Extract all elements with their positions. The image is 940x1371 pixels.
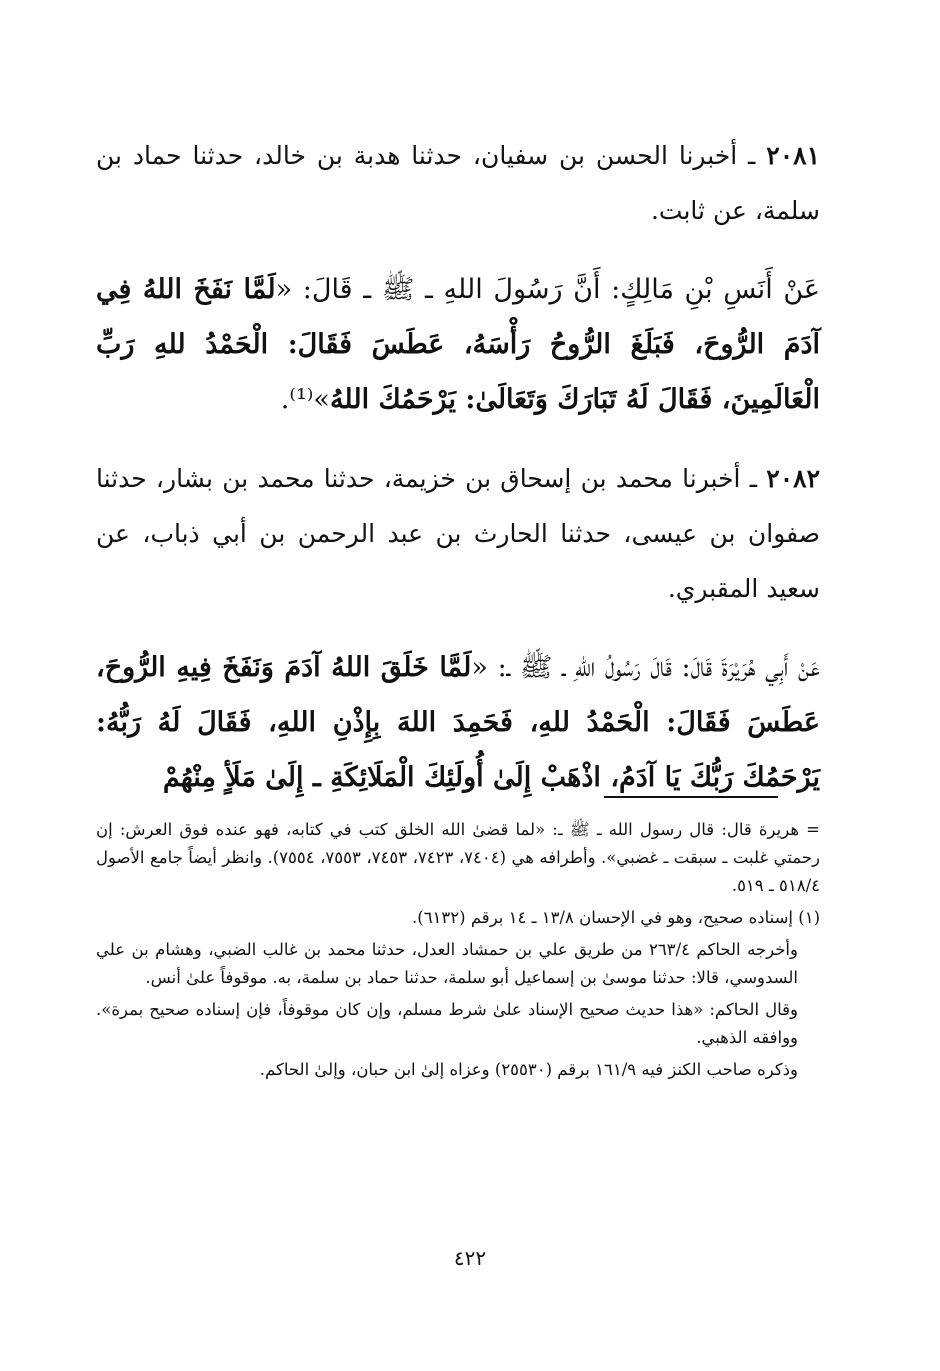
matn-intro: عَنْ أَبِي هُرَيْرَةَ قَالَ: قَالَ رَسُولُ اللهِ ـ ﷺ ـ: «: [471, 652, 820, 683]
hadith-2081-matn: [96, 262, 820, 427]
page-number: ٤٢٢: [453, 1246, 487, 1270]
footnote-continued: = هريرة قال: قال رسول الله ـ ﷺ ـ: «لما قضىٰ الله الخلق كتب في كتابه، فهو عنده فوق العرش: إن رحمتي غلبت ـ سبقت ـ غضبي». وأطرافه هي (٧٤٠٤، ٧٤٢٣، ٧٤٥٣، ٧٥٥٣، ٧٥٥٤). وانظر أيضاً جامع الأصول ٥١٨/٤ ـ ٥١٩.: [96, 820, 821, 895]
footnote-paragraph: وذكره صاحب الكنز فيه ١٦١/٩ برقم (٢٥٥٣٠) وعزاه إلىٰ ابن حبان، وإلىٰ الحاكم.: [259, 1060, 798, 1079]
hadith-number: ٢٠٨١: [766, 141, 821, 170]
isnad-text: أخبرنا الحسن بن سفيان، حدثنا هدبة بن خالد، حدثنا حماد بن سلمة، عن ثابت.: [96, 141, 820, 225]
isnad-text: أخبرنا محمد بن إسحاق بن خزيمة، حدثنا محمد بن بشار، حدثنا صفوان بن عيسى، حدثنا الحارث بن عبد الرحمن بن أبي ذباب، عن سعيد المقبري.: [96, 464, 820, 603]
hadith-2082-isnad: ٢٠٨٢ ـ أخبرنا محمد بن إسحاق بن خزيمة، حدثنا محمد بن بشار، حدثنا صفوان بن عيسى، حدثنا الحارث بن عبد الرحمن بن أبي ذباب، عن سعيد المقبري.: [96, 464, 821, 603]
footnote-paragraph: وقال الحاكم: «هذا حديث صحيح الإسناد علىٰ شرط مسلم، وإن كان موقوفاً، فإن إسناده صحيح بمرة». ووافقه الذهبي.: [96, 1000, 798, 1047]
matn-end: »⁽¹⁾.: [280, 384, 330, 415]
footnote-1-text: إسناده صحيح، وهو في الإحسان ١٣/٨ ـ ١٤ برقم (٦١٣٢).: [412, 908, 793, 927]
footnote-paragraph: وأخرجه الحاكم ٢٦٣/٤ من طريق علي بن حمشاد العدل، حدثنا محمد بن غالب الضبي، وهشام بن علي السدوسي، قالا: حدثنا موسىٰ بن إسماعيل أبو سلمة، حدثنا حماد بن سلمة، به. موقوفاً علىٰ أنس.: [96, 940, 798, 987]
matn-text: لَمَّا خَلَقَ اللهُ آدَمَ وَنَفَخَ فِيهِ الرُّوحَ، عَطَسَ فَقَالَ: الْحَمْدُ للهِ، فَحَمِدَ اللهَ بِإِذْنِ اللهِ، فَقَالَ لَهُ رَبُّهُ: يَرْحَمُكَ رَبُّكَ يَا آدَمُ، اذْهَبْ إِلَىٰ أُولَئِكَ الْمَلَائِكَةِ ـ إِلَىٰ مَلَأٍ مِنْهُمْ: [96, 652, 820, 793]
main-text: [96, 128, 820, 805]
footnotes: [96, 816, 820, 1088]
hadith-number: ٢٠٨٢: [766, 464, 821, 493]
footnote-1: [96, 904, 820, 932]
matn-text: لَمَّا نَفَخَ اللهُ فِي آدَمَ الرُّوحَ، فَبَلَغَ الرُّوحُ رَأْسَهُ، عَطَسَ فَقَالَ: الْحَمْدُ للهِ رَبِّ الْعَالَمِينَ، فَقَالَ لَهُ تَبَارَكَ وَتَعَالَىٰ: يَرْحَمُكَ اللهُ: [96, 274, 820, 415]
footnote-divider: [604, 796, 778, 798]
hadith-2081-isnad: ٢٠٨١ ـ أخبرنا الحسن بن سفيان، حدثنا هدبة بن خالد، حدثنا حماد بن سلمة، عن ثابت.: [96, 141, 821, 225]
hadith-2082-matn: [96, 640, 820, 805]
matn-intro: عَنْ أَنَسِ بْنِ مَالِكٍ: أَنَّ رَسُولَ اللهِ ـ ﷺ ـ قَالَ: «: [275, 274, 820, 305]
footnote-marker: (١): [798, 908, 820, 927]
